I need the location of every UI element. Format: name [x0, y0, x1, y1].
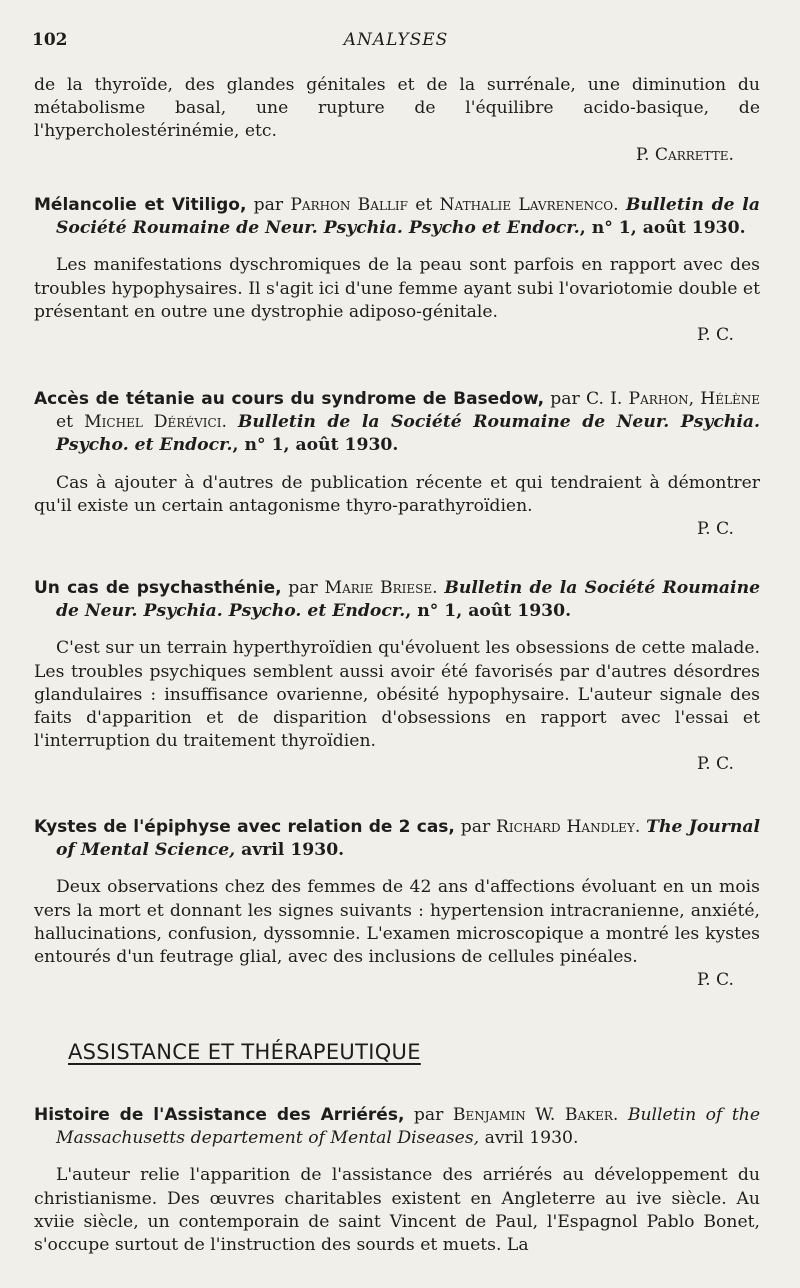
entry-body: L'auteur relie l'apparition de l'assistance des arriérés au développement du christianisme. Des œuvres charitables existent en Angleterre au ive siècle. Au xviie siècle, un contemporain de saint Vincent de Paul, l'Espagnol Pablo Bonet, s'occupe surtout de l'instruction des sourds et muets. La — [34, 1165, 760, 1256]
entry-melancolie — [34, 194, 760, 347]
section-heading: ASSISTANCE ET THÉRAPEUTIQUE — [68, 1040, 421, 1064]
entry-authors: Richard Handley — [495, 817, 635, 837]
entry-tetanie — [34, 388, 760, 541]
intro-text: de la thyroïde, des glandes génitales et de la surrénale, une diminution du métabolisme basal, une rupture de l'équilibre acido-basique, de l'hypercholestérinémie, etc. — [34, 75, 760, 142]
entry-authors: Parhon Ballif — [290, 195, 408, 215]
entry-issue: , n° 1, août 1930. — [232, 435, 399, 456]
entry-issue: , n° 1, août 1930. — [579, 218, 746, 239]
entry-signature: P. C. — [696, 754, 734, 775]
running-title: ANALYSES — [343, 30, 449, 50]
entry-psychasthenie — [34, 577, 760, 777]
entry-issue: avril 1930. — [479, 1128, 579, 1149]
entry-body: Cas à ajouter à d'autres de publication récente et qui tendraient à démontrer qu'il existe un certain antagonisme thyro-parathyroïdien. — [34, 472, 760, 516]
entry-authors: C. I. Parhon, Hélène — [585, 389, 761, 409]
entry-title-line: Kystes de l'épiphyse avec relation de 2 cas, par Richard Handley. The Journal of Mental Science, avril 1930. — [34, 817, 761, 861]
entry-body: Deux observations chez des femmes de 42 ans d'affections évoluant en un mois vers la mort et donnant les signes suivants : hypertension intracranienne, anxiété, hallucinations, confusion, dyssomnie. L'examen microscopique a montré les kystes entourés d'un feutrage glial, avec des inclusions de cellules pinéales. — [34, 877, 760, 968]
entry-title: Kystes de l'épiphyse avec relation de 2 cas, — [34, 817, 455, 837]
entry-signature: P. C. — [696, 970, 734, 991]
entry-assistance-arrieres — [34, 1104, 760, 1257]
entry-authors: Benjamin W. Baker — [452, 1105, 613, 1125]
entry-journal: Bulletin de la Société Roumaine de Neur. Psychia. Psycho. et Endocr. — [56, 578, 761, 622]
entry-journal: Bulletin de la Société Roumaine de Neur. Psychia. Psycho et Endocr. — [56, 195, 760, 239]
entry-title-line: Accès de tétanie au cours du syndrome de Basedow, par C. I. Parhon, Hélène et Michel Dérévici. Bulletin de la Société Roumaine de Neur. Psychia. Psycho. et Endocr., n° 1, août 1930. — [34, 389, 761, 456]
entry-signature: P. C. — [696, 519, 734, 540]
entry-issue: , n° 1, août 1930. — [405, 601, 572, 622]
entry-title-line: Un cas de psychasthénie, par Marie Briese. Bulletin de la Société Roumaine de Neur. Psychia. Psycho. et Endocr., n° 1, août 1930. — [34, 578, 761, 622]
entry-title: Accès de tétanie au cours du syndrome de Basedow, — [34, 389, 545, 409]
page-number: 102 — [32, 30, 68, 50]
entry-body: Les manifestations dyschromiques de la peau sont parfois en rapport avec des troubles hypophysaires. Il s'agit ici d'une femme ayant subi l'ovariotomie double et présentant en outre une dystrophie adiposo-génitale. — [34, 255, 760, 322]
entry-title: Mélancolie et Vitiligo, — [34, 195, 247, 215]
entry-authors: Marie Briese — [324, 578, 433, 598]
entry-signature: P. C. — [696, 325, 734, 346]
entry-title-line: Mélancolie et Vitiligo, par Parhon Ballif et Nathalie Lavrenenco. Bulletin de la Société Roumaine de Neur. Psychia. Psycho et Endocr., n° 1, août 1930. — [34, 195, 760, 239]
entry-title: Un cas de psychasthénie, — [34, 578, 282, 598]
entry-kystes — [34, 816, 760, 992]
entry-journal: Bulletin of the Massachusetts departement of Mental Diseases, — [56, 1105, 760, 1149]
entry-journal: Bulletin de la Société Roumaine de Neur. Psychia. Psycho. et Endocr. — [56, 412, 760, 456]
entry-title: Histoire de l'Assistance des Arriérés, — [34, 1105, 405, 1125]
entry-body: C'est sur un terrain hyperthyroïdien qu'évoluent les obsessions de cette malade. Les troubles psychiques semblent aussi avoir été favorisés par d'autres désordres glandulaires : insuffisance ovarienne, obésité hypophysaire. L'auteur signale des faits d'apparition et de disparition d'obsessions en rapport avec l'essai et l'interruption du traitement thyroïdien. — [34, 638, 760, 752]
intro-signature: P. Carrette. — [635, 144, 734, 165]
page-header — [32, 30, 760, 54]
entry-issue: avril 1930. — [235, 840, 345, 861]
intro-section — [34, 74, 760, 167]
entry-title-line: Histoire de l'Assistance des Arriérés, par Benjamin W. Baker. Bulletin of the Massachusetts departement of Mental Diseases, avril 1930. — [34, 1105, 760, 1149]
entry-journal: The Journal of Mental Science, — [56, 817, 761, 861]
entry-authors-2: Michel Dérévici — [84, 412, 222, 433]
entry-authors-2: Nathalie Lavrenenco — [439, 195, 614, 215]
